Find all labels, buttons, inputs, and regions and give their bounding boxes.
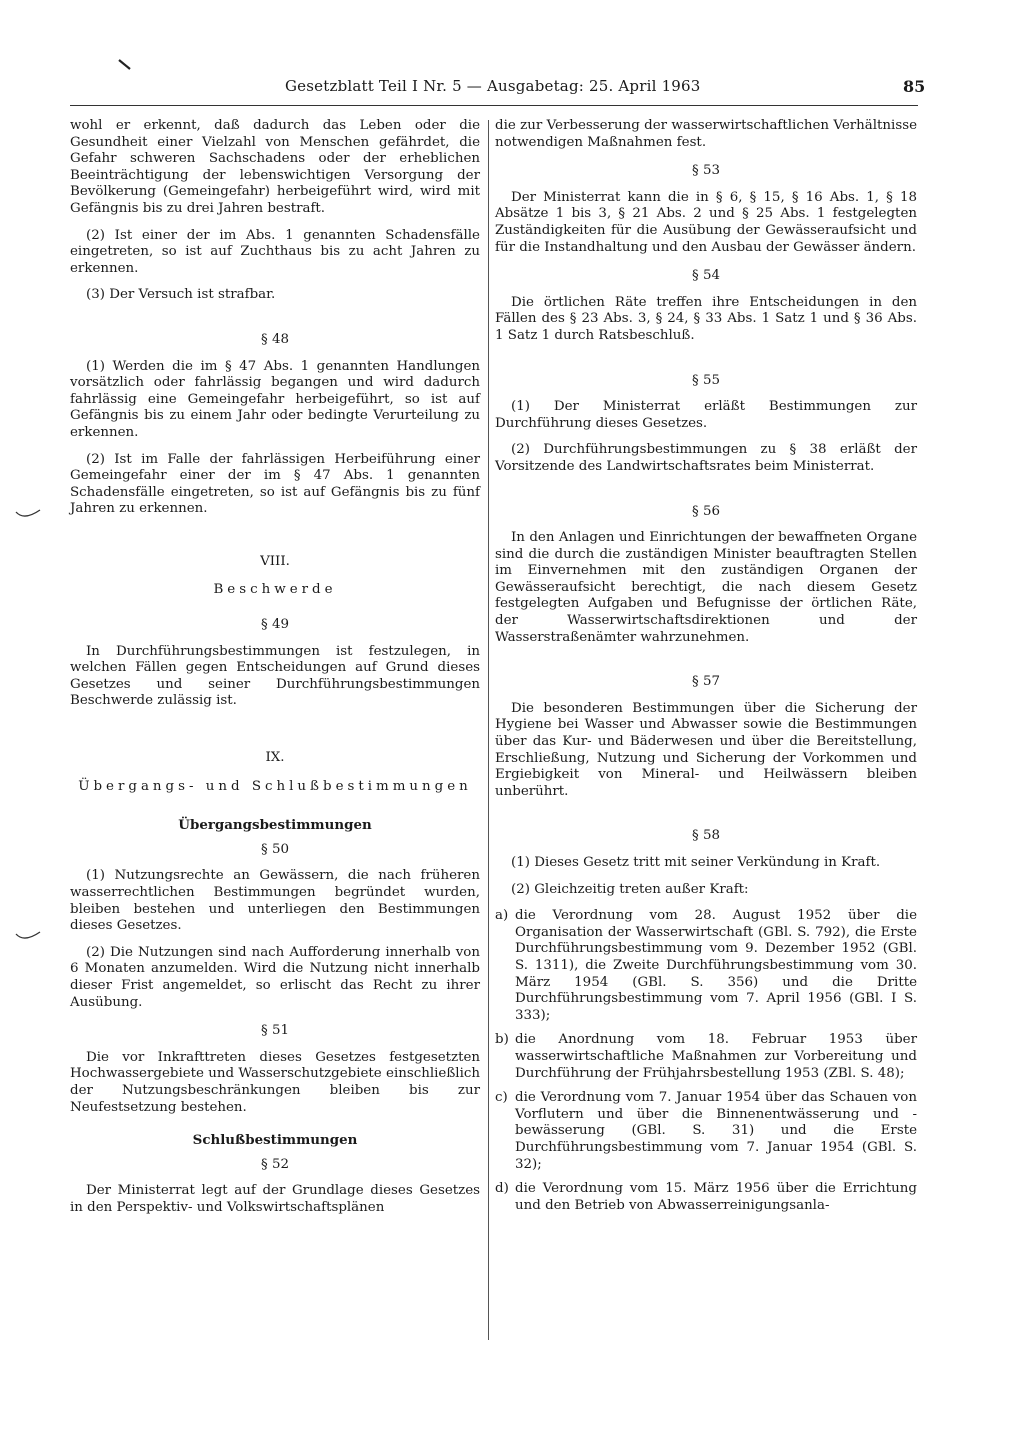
paragraph: Der Ministerrat legt auf der Grundlage dieses Gesetzes in den Perspektiv- und Volkswirtschaftsplänen (70, 1183, 480, 1215)
list-letter: a) (495, 908, 509, 924)
paragraph: Die örtlichen Räte treffen ihre Entscheidungen in den Fällen des § 23 Abs. 3, § 24, § 33 Abs. 1 Satz 1 und § 36 Abs. 1 Satz 1 durch Ratsbeschluß. (495, 294, 917, 343)
repealed-list (495, 908, 917, 1214)
section-heading: § 53 (692, 163, 720, 179)
chapter-number: VIII. (260, 553, 290, 569)
list-letter: b) (495, 1032, 509, 1048)
paragraph: (2) Ist im Falle der fahrlässigen Herbeiführung einer Gemeingefahr einer der im § 47 Abs. 1 genannten Schadensfälle eingetreten, so ist auf Gefängnis bis zu fünf Jahren zu erkennen. (70, 451, 480, 517)
paragraph: (2) Ist einer der im Abs. 1 genannten Schadensfälle eingetreten, so ist auf Zuchthaus bis zu acht Jahren zu erkennen. (70, 227, 480, 276)
list-item (495, 908, 917, 1024)
section-heading: § 48 (261, 331, 289, 347)
section-heading: § 57 (692, 674, 720, 690)
paragraph: Die besonderen Bestimmungen über die Sicherung der Hygiene bei Wasser und Abwasser sowie die Bestimmungen über das Kur- und Bäderwesen und über die Bereitstellung, Erschließung, Nutzung und Sicherung der Vorkommen und Ergiebigkeit von Mineral- und Heilwässern bleiben unberührt. (495, 700, 917, 799)
subheading: Übergangsbestimmungen (178, 817, 372, 834)
header-divider (70, 105, 918, 106)
paragraph: (1) Nutzungsrechte an Gewässern, die nach früheren wasserrechtlichen Bestimmungen begründet wurden, bleiben bestehen und unterliegen den Bestimmungen dieses Gesetzes. (70, 868, 480, 934)
margin-check-mark-icon (14, 508, 42, 520)
paragraph: wohl er erkennt, daß dadurch das Leben oder die Gesundheit einer Vielzahl von Menschen gefährdet, die Gefahr schweren Sachschadens oder der erheblichen Beeinträchtigung der lebenswichtigen Versorgung der Bevölkerung (Gemeingefahr) herbeigeführt wird, wird mit Gefängnis bis zu drei Jahren bestraft. (70, 118, 480, 216)
section-heading: § 58 (692, 828, 720, 844)
section-heading: § 51 (261, 1023, 289, 1039)
right-column (495, 118, 917, 1222)
margin-check-mark-icon (14, 930, 42, 942)
list-item (495, 1181, 917, 1214)
list-text: die Anordnung vom 18. Februar 1953 über wasserwirtschaftliche Maßnahmen zur Vorbereitung und Durchführung der Frühjahrsbestellung 1953 (ZBl. S. 48); (515, 1032, 917, 1081)
stroke-mark-icon (118, 58, 132, 72)
chapter-number: IX. (265, 750, 285, 766)
paragraph: (1) Werden die im § 47 Abs. 1 genannten Handlungen vorsätzlich oder fahrlässig begangen und wird dadurch fahrlässig eine Gemeingefahr herbeigeführt, so ist auf Gefängnis bis zu einem Jahr oder bedingte Verurteilung zu erkennen. (70, 358, 480, 440)
left-column (70, 118, 480, 1227)
list-text: die Verordnung vom 15. März 1956 über die Errichtung und den Betrieb von Abwasserreinigungsanla- (515, 1181, 917, 1213)
paragraph: Die vor Inkrafttreten dieses Gesetzes festgesetzten Hochwassergebiete und Wasserschutzgebiete einschließlich der Nutzungsbeschränkungen bleiben bis zur Neufestsetzung bestehen. (70, 1049, 480, 1115)
paragraph: die zur Verbesserung der wasserwirtschaftlichen Verhältnisse notwendigen Maßnahmen fest. (495, 118, 917, 150)
publication-title: Gesetzblatt Teil I Nr. 5 — Ausgabetag: 25. April 1963 (285, 77, 701, 95)
list-text: die Verordnung vom 7. Januar 1954 über das Schauen von Vorflutern und über die Binnenentwässerung und -bewässerung (GBl. S. 31) und die Erste Durchführungsbestimmung vom 7. Januar 1954 (GBl. S. 32); (515, 1090, 917, 1172)
section-heading: § 49 (261, 617, 289, 633)
list-letter: d) (495, 1181, 509, 1197)
paragraph: (1) Dieses Gesetz tritt mit seiner Verkündung in Kraft. (511, 855, 881, 870)
paragraph: (1) Der Ministerrat erläßt Bestimmungen zur Durchführung dieses Gesetzes. (495, 399, 917, 431)
chapter-title: Übergangs- und Schlußbestimmungen (78, 778, 472, 794)
list-letter: c) (495, 1090, 508, 1106)
paragraph: In den Anlagen und Einrichtungen der bewaffneten Organe sind die durch die zuständigen Minister beauftragten Stellen im Einvernehmen mit den zuständigen Organen der Gewässeraufsicht berechtigt, die nach diesem Gesetz festgelegten Aufgaben und Befugnisse der örtlichen Räte, der Wasserwirtschaftsdirektionen und der Wasserstraßenämter wahrzunehmen. (495, 530, 917, 645)
subheading: Schlußbestimmungen (192, 1132, 358, 1149)
list-item (495, 1032, 917, 1082)
paragraph: Der Ministerrat kann die in § 6, § 15, § 16 Abs. 1, § 18 Absätze 1 bis 3, § 21 Abs. 2 und § 25 Abs. 1 festgelegten Zuständigkeiten für die Ausübung der Gewässeraufsicht und für die Instandhaltung und den Ausbau der Gewässer ändern. (495, 189, 917, 255)
section-heading: § 54 (692, 268, 720, 284)
paragraph: (2) Die Nutzungen sind nach Aufforderung innerhalb von 6 Monaten anzumelden. Wird die Nutzung nicht innerhalb dieser Frist angemeldet, so erlischt das Recht zu ihrer Ausübung. (70, 944, 480, 1010)
page-header (0, 77, 1024, 103)
section-heading: § 52 (261, 1156, 289, 1172)
list-item (495, 1090, 917, 1173)
paragraph: (2) Gleichzeitig treten außer Kraft: (511, 881, 749, 897)
list-text: die Verordnung vom 28. August 1952 über die Organisation der Wasserwirtschaft (GBl. S. 792), die Erste Durchführungsbestimmung vom 9. Dezember 1952 (GBl. S. 1311), die Zweite Durchführungsbestimmung vom 30. März 1954 (GBl. S. 356) und die Dritte Durchführungsbestimmung vom 7. April 1956 (GBl. I S. 333); (515, 908, 917, 1023)
chapter-title: Beschwerde (213, 582, 337, 598)
section-heading: § 55 (692, 372, 720, 388)
section-heading: § 56 (692, 503, 720, 519)
page-number: 85 (903, 77, 926, 96)
paragraph: In Durchführungsbestimmungen ist festzulegen, in welchen Fällen gegen Entscheidungen auf Grund dieses Gesetzes und seiner Durchführungsbestimmungen Beschwerde zulässig ist. (70, 643, 480, 709)
paragraph: (3) Der Versuch ist strafbar. (86, 287, 276, 303)
section-heading: § 50 (261, 841, 289, 857)
paragraph: (2) Durchführungsbestimmungen zu § 38 erläßt der Vorsitzende des Landwirtschaftsrates beim Ministerrat. (495, 442, 917, 474)
column-divider (488, 120, 489, 1340)
